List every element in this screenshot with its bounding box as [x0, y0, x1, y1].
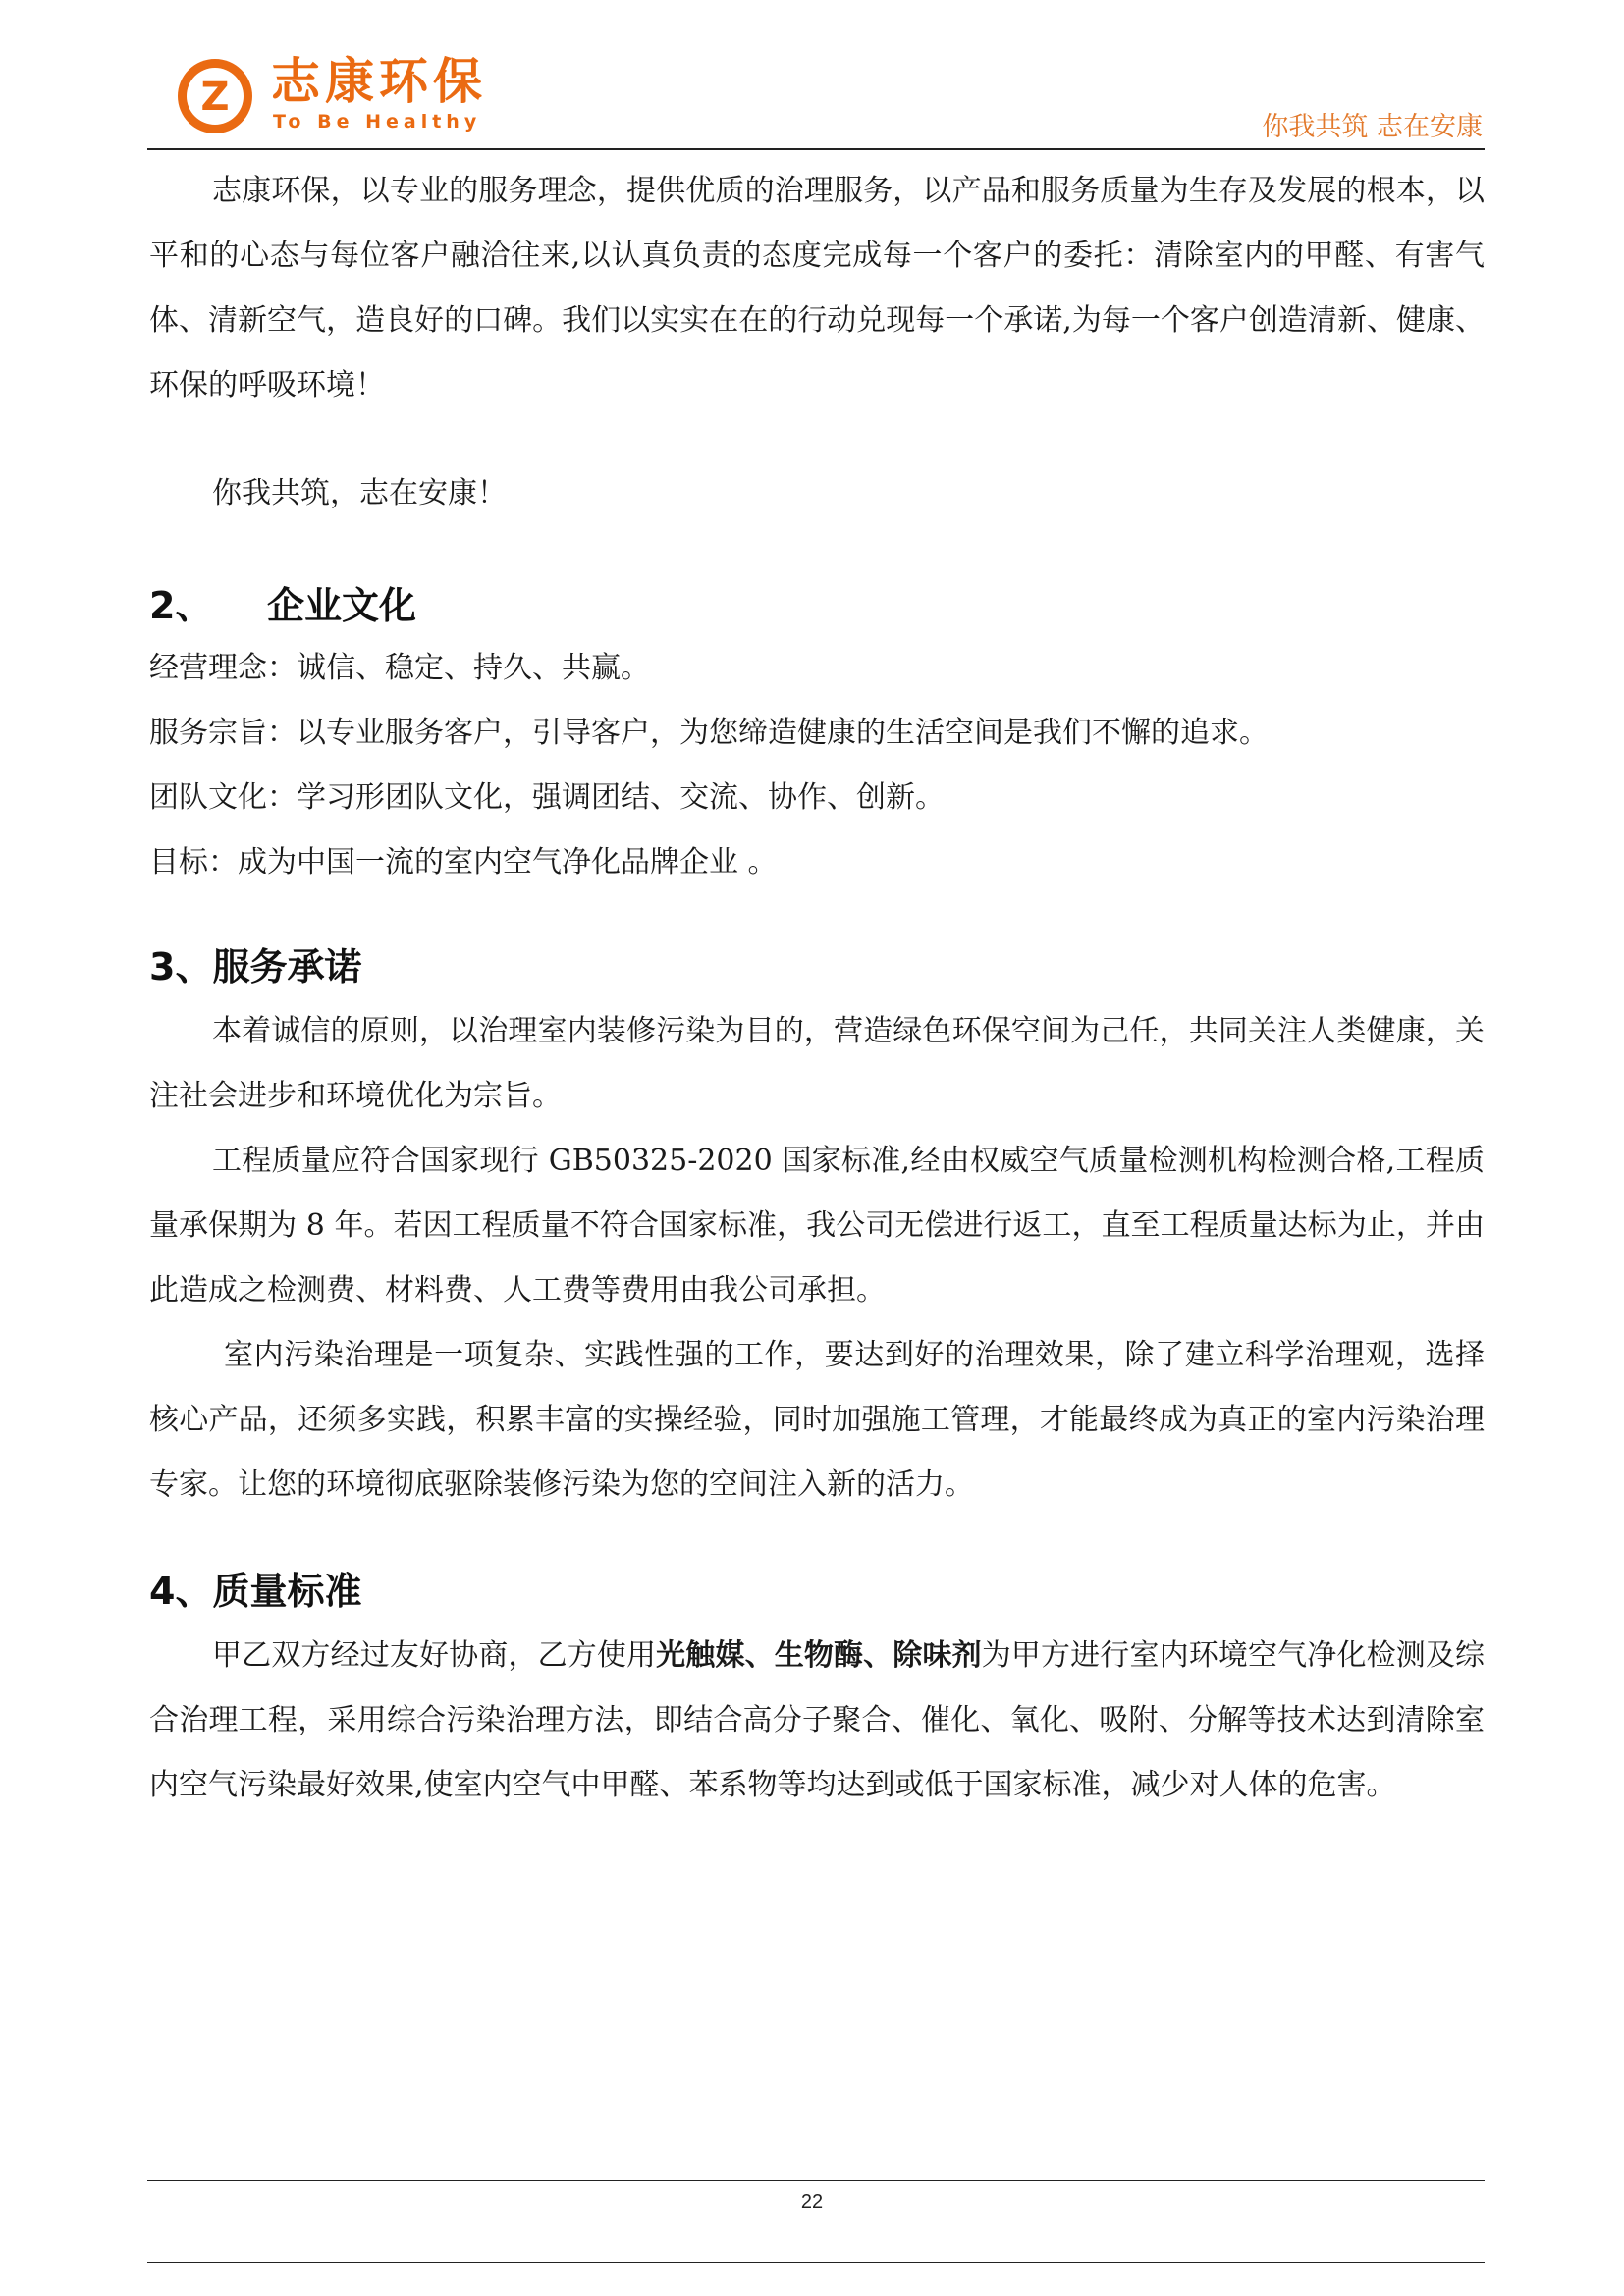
- quality-products: 光触媒、生物酶、除味剂: [656, 1638, 982, 1673]
- footer-divider-bottom: [147, 2262, 1485, 2263]
- section-3-title: 服务承诺: [212, 945, 362, 988]
- page-header: [147, 44, 1483, 150]
- quality-text-after: 为甲方进行室内环境空气净化检测及综合治理工程，采用综合污染治理方法，即结合高分子聚合、催化、氧化、吸附、分解等技术达到清除室内空气污染最好效果,使室内空气中甲醛、苯系物等均达到或低于国家标准，减少对人体的危害。: [149, 1638, 1486, 1802]
- intro-motto: 你我共筑，志在安康！: [212, 476, 507, 510]
- footer-divider-top: [147, 2180, 1485, 2181]
- section-3-heading: [149, 934, 1485, 999]
- section-4-number: 4、: [149, 1570, 213, 1613]
- section-3-number: 3、: [149, 945, 213, 988]
- logo-text: 志康环保: [271, 53, 487, 110]
- logo-icon: [175, 56, 255, 136]
- header-divider: [147, 148, 1485, 150]
- section-4-title: 质量标准: [212, 1570, 362, 1613]
- section-2-number: 2、: [149, 584, 213, 627]
- section-4-heading: [149, 1559, 1485, 1624]
- intro-paragraph: 志康环保，以专业的服务理念，提供优质的治理服务，以产品和服务质量为生存及发展的根本，以平和的心态与每位客户融洽往来,以认真负责的态度完成每一个客户的委托：清除室内的甲醛、有害气体、清新空气，造良好的口碑。我们以实实在在的行动兑现每一个承诺,为每一个客户创造清新、健康、环保的呼吸环境！: [149, 174, 1485, 402]
- logo-tagline: To Be Healthy: [273, 111, 482, 133]
- quality-paragraph: [149, 1624, 1485, 1818]
- culture-item: 经营理念：诚信、稳定、持久、共赢。: [149, 651, 650, 685]
- section-2-list: [149, 636, 1485, 895]
- commitment-paragraph: 室内污染治理是一项复杂、实践性强的工作，要达到好的治理效果，除了建立科学治理观，选择核心产品，还须多实践，积累丰富的实操经验，同时加强施工管理，才能最终成为真正的室内污染治理专家。让您的环境彻底驱除装修污染为您的空间注入新的活力。: [149, 1338, 1485, 1502]
- document-body: [149, 157, 1485, 1818]
- logo-letter: Z: [200, 75, 230, 120]
- section-2-title: 企业文化: [267, 584, 417, 627]
- commitment-paragraph: 本着诚信的原则，以治理室内装修污染为目的，营造绿色环保空间为己任，共同关注人类健康，关注社会进步和环境优化为宗旨。: [149, 1014, 1485, 1113]
- commitment-paragraph: 工程质量应符合国家现行 GB50325-2020 国家标准,经由权威空气质量检测机构检测合格,工程质量承保期为 8 年。若因工程质量不符合国家标准，我公司无偿进行返工，直至工程质量达标为止，并由此造成之检测费、材料费、人工费等费用由我公司承担。: [149, 1144, 1485, 1308]
- quality-text-before: 甲乙双方经过友好协商，乙方使用: [212, 1638, 657, 1673]
- header-slogan: 你我共筑 志在安康: [1262, 112, 1483, 142]
- culture-item: 目标：成为中国一流的室内空气净化品牌企业 。: [149, 845, 778, 880]
- culture-item: 服务宗旨：以专业服务客户，引导客户，为您缔造健康的生活空间是我们不懈的追求。: [149, 716, 1269, 750]
- culture-item: 团队文化：学习形团队文化，强调团结、交流、协作、创新。: [149, 780, 945, 815]
- section-2-heading: [149, 573, 1485, 638]
- page-number: 22: [800, 2191, 824, 2213]
